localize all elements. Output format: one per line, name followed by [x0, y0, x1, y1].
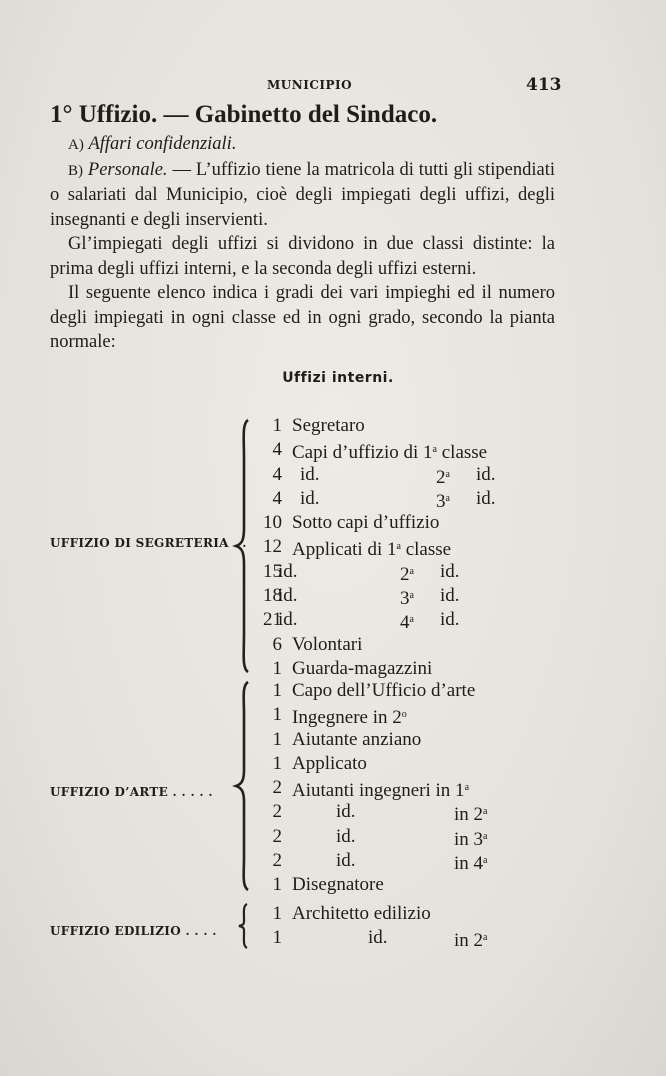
row-title-sup: a [464, 782, 470, 794]
row-grade: 4$^a$ [400, 612, 414, 634]
item-a-marker: A) [68, 137, 84, 153]
row-count: 12 [263, 536, 282, 558]
row-title: Applicato [292, 752, 367, 774]
row-title: id. [336, 801, 356, 823]
row-count: 15 [263, 560, 282, 582]
row-count: 1 [272, 927, 282, 949]
row-grade: 2$^a$ [436, 466, 450, 488]
row-suffix: id. [476, 463, 496, 485]
row-suffix-sup: a [483, 932, 488, 944]
row-grade-sup: a [445, 492, 450, 504]
row-title: Guarda-magazzini [292, 657, 433, 679]
paragraph-1: Gl’impiegati degli uffizi si dividono in due classi distinte: la prima degli uffizi interni, e la seconda degli uffizi esterni. [50, 234, 555, 279]
row-grade: 3$^a$ [436, 490, 450, 512]
item-b-label: Personale. [87, 159, 168, 180]
row-suffix: id. [440, 609, 460, 631]
row-count: 4 [272, 439, 282, 461]
row-title-sup: a [432, 444, 437, 456]
item-b-text: — L’uffizio tiene la matricola di tutti gli stipendiati o salariati dal Municipio, cioè degli impiegati degli uffizi, degli insegnanti e degli inservienti. [50, 159, 556, 230]
row-title: Applicati di 1$^a$ classe [292, 539, 452, 561]
row-title: id. [278, 609, 298, 631]
row-suffix: id. [476, 487, 496, 509]
row-grade-sup: a [409, 590, 414, 602]
row-count: 4 [272, 487, 282, 509]
row-count: 1 [272, 415, 282, 436]
row-count: 6 [272, 633, 282, 655]
row-suffix: id. [440, 585, 460, 607]
label-uffizio-arte: UFFIZIO D’ARTE . . . . . [50, 785, 213, 799]
row-grade-sup: a [409, 614, 414, 626]
row-count: 18 [263, 585, 282, 607]
label-uffizio-segreteria: UFFIZIO DI SEGRETERIA . . [50, 536, 247, 550]
row-title: id. [368, 927, 388, 949]
running-head [0, 75, 666, 98]
label-uffizio-edilizio: UFFIZIO EDILIZIO . . . . [50, 924, 217, 938]
row-title: id. [300, 487, 320, 509]
page-number: 413 [526, 75, 562, 95]
row-suffix: in 4$^a$ [454, 853, 488, 875]
row-suffix: in 2$^a$ [454, 804, 488, 826]
row-title: id. [300, 463, 320, 485]
row-suffix: in 3$^a$ [454, 828, 488, 850]
row-title: id. [278, 585, 298, 607]
row-title: Aiutanti ingegneri in 1$^a$ [292, 780, 470, 802]
row-title: Aiutante anziano [292, 728, 422, 750]
running-head-title: MUNICIPIO [267, 78, 353, 92]
row-title: Sotto capi d’uffizio [292, 512, 440, 534]
section-heading: 1° Uffizio. — Gabinetto del Sindaco. [50, 101, 438, 128]
row-grade-sup: a [409, 565, 414, 577]
row-count: 1 [272, 680, 282, 701]
row-title: Ingegnere in 2$^o$ [292, 707, 407, 729]
row-title: Architetto edilizio [292, 903, 431, 924]
row-grade: 2$^a$ [400, 563, 414, 585]
row-title: id. [278, 560, 298, 582]
row-count: 1 [272, 657, 282, 679]
row-count: 2 [272, 777, 282, 799]
row-count: 4 [272, 463, 282, 485]
row-title: Capi d’uffizio di 1$^a$ classe [292, 442, 488, 464]
row-title: Disegnatore [292, 874, 384, 896]
row-suffix-sup: a [483, 806, 488, 818]
text-body [50, 100, 555, 355]
item-b [50, 158, 555, 233]
row-count: 21 [263, 609, 282, 631]
row-count: 2 [272, 825, 282, 847]
row-title: id. [336, 850, 356, 872]
row-suffix: id. [440, 560, 460, 582]
row-count: 1 [272, 704, 282, 726]
row-grade: 3$^a$ [400, 588, 414, 610]
row-count: 1 [272, 903, 282, 924]
row-count: 2 [272, 801, 282, 823]
row-count: 10 [263, 512, 282, 534]
row-title-sup: o [401, 709, 407, 721]
row-title: id. [336, 825, 356, 847]
row-suffix-sup: a [483, 855, 488, 867]
row-count: 1 [272, 874, 282, 896]
row-title: Segretaro [292, 415, 365, 436]
row-count: 2 [272, 850, 282, 872]
row-grade-sup: a [445, 468, 450, 480]
item-b-marker: B) [68, 162, 83, 179]
row-suffix: in 2$^a$ [454, 930, 488, 952]
subheading-uffizi-interni: Uffizi interni. [282, 370, 394, 386]
row-title: Capo dell’Ufficio d’arte [292, 680, 476, 701]
row-count: 1 [272, 728, 282, 750]
row-suffix-sup: a [483, 830, 488, 842]
row-title-sup: a [396, 541, 401, 553]
item-a [50, 132, 555, 158]
row-title: Volontari [292, 633, 363, 655]
row-count: 1 [272, 752, 282, 774]
item-a-text: Affari confidenziali. [88, 134, 237, 154]
paragraph-2: Il seguente elenco indica i gradi dei vari impieghi ed il numero degli impiegati in ogni classe ed in ogni grado, secondo la pianta normale: [50, 283, 555, 352]
